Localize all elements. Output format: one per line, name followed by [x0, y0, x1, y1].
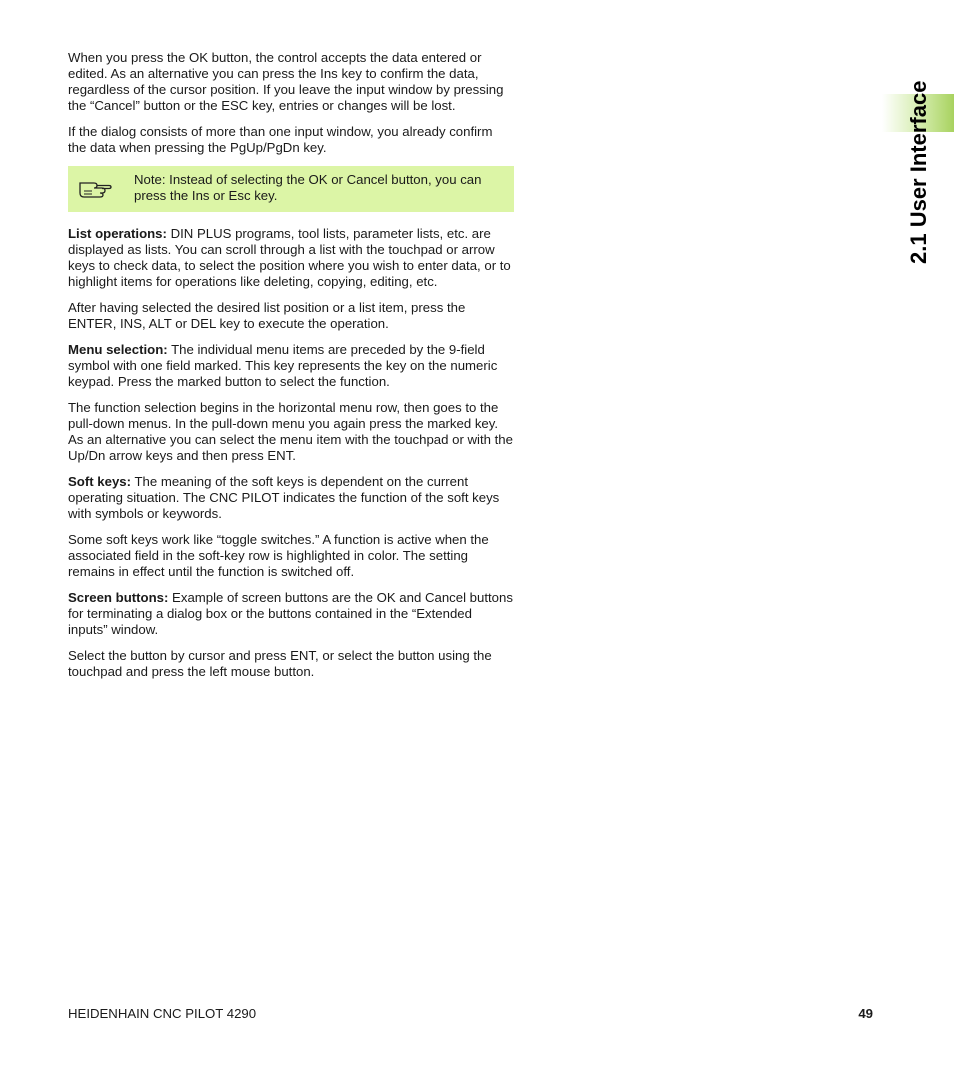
list-operations-text: DIN PLUS programs, tool lists, parameter lists, etc. are displayed as lists. You can scroll through a list with the touchpad or arrow keys to check data, to select the position where you wish to enter data, or to highlight items for operations like deleting, copying, editing, etc.	[68, 226, 511, 289]
note-box	[68, 166, 514, 212]
soft-keys-text: The meaning of the soft keys is dependent on the current operating situation. The CNC PILOT indicates the function of the soft keys with symbols or keywords.	[68, 474, 500, 521]
paragraph-soft-keys	[68, 474, 514, 522]
menu-selection-text: The individual menu items are preceded by the 9-field symbol with one field marked. This key represents the key on the numeric keypad. Press the marked button to select the function.	[68, 342, 498, 389]
pointing-hand-icon	[78, 177, 112, 199]
note-text: Note: Instead of selecting the OK or Cancel button, you can press the Ins or Esc key.	[134, 172, 482, 203]
screen-buttons-text: Example of screen buttons are the OK and Cancel buttons for terminating a dialog box or the buttons contained in the “Extended inputs” window.	[68, 590, 513, 637]
section-title-vertical: 2.1 User Interface	[906, 80, 931, 264]
paragraph-multiple-windows: If the dialog consists of more than one input window, you already confirm the data when pressing the PgUp/PgDn key.	[68, 124, 493, 155]
paragraph-toggle-switches: Some soft keys work like “toggle switches.” A function is active when the associated field in the soft-key row is highlighted in color. The setting remains in effect until the function is switched off.	[68, 532, 489, 579]
paragraph-list-operations	[68, 226, 514, 290]
page-body	[68, 50, 514, 690]
paragraph-ok-button: When you press the OK button, the control accepts the data entered or edited. As an alternative you can press the Ins key to confirm the data, regardless of the cursor position. If you leave the input window by pressing the “Cancel” button or the ESC key, entries or changes will be lost.	[68, 50, 504, 113]
soft-keys-label: Soft keys:	[68, 474, 132, 489]
paragraph-select-button: Select the button by cursor and press ENT, or select the button using the touchpad and press the left mouse button.	[68, 648, 492, 679]
paragraph-after-list: After having selected the desired list position or a list item, press the ENTER, INS, ALT or DEL key to execute the operation.	[68, 300, 466, 331]
list-operations-label: List operations:	[68, 226, 167, 241]
footer-product-name: HEIDENHAIN CNC PILOT 4290	[68, 1006, 257, 1021]
footer-page-number: 49	[858, 1006, 873, 1021]
screen-buttons-label: Screen buttons:	[68, 590, 169, 605]
paragraph-screen-buttons	[68, 590, 514, 638]
paragraph-menu-selection	[68, 342, 514, 390]
menu-selection-label: Menu selection:	[68, 342, 168, 357]
paragraph-function-selection: The function selection begins in the horizontal menu row, then goes to the pull-down menus. In the pull-down menu you again press the marked key. As an alternative you can select the menu item with the touchpad or with the Up/Dn arrow keys and then press ENT.	[68, 400, 513, 463]
